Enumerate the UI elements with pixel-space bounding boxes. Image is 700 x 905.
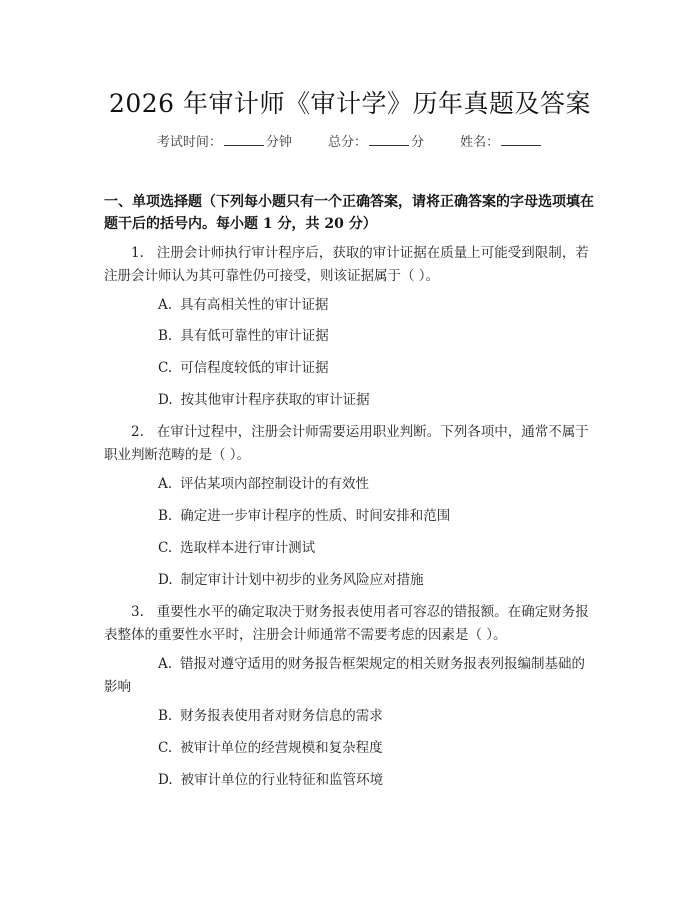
option-text: 被审计单位的行业特征和监管环境 <box>180 772 384 788</box>
question-3-option-d <box>158 769 598 792</box>
option-text: 具有高相关性的审计证据 <box>180 297 329 313</box>
name-blank <box>501 135 541 146</box>
question-stem: 重要性水平的确定取决于财务报表使用者可容忍的错报额。在确定财务报表整体的重要性水平时，注册会计师通常不需要考虑的因素是（ ）。 <box>104 604 589 643</box>
question-3-option-a <box>104 653 598 699</box>
option-text: 选取样本进行审计测试 <box>180 540 316 556</box>
option-letter: C. <box>158 540 173 556</box>
question-2-option-d <box>158 569 598 592</box>
option-text: 错报对遵守适用的财务报告框架规定的相关财务报表列报编制基础的影响 <box>104 656 586 695</box>
question-number: 3. <box>131 604 144 620</box>
option-letter: C. <box>158 360 173 376</box>
option-text: 评估某项内部控制设计的有效性 <box>180 476 370 492</box>
total-score-blank <box>369 135 409 146</box>
question-number: 2. <box>131 424 144 440</box>
option-text: 制定审计计划中初步的业务风险应对措施 <box>180 572 424 588</box>
option-text: 财务报表使用者对财务信息的需求 <box>180 708 383 724</box>
option-text: 被审计单位的经营规模和复杂程度 <box>180 740 383 756</box>
exam-time-blank <box>224 135 264 146</box>
total-score-field <box>328 135 428 150</box>
question-stem: 注册会计师执行审计程序后，获取的审计证据在质量上可能受到限制，若注册会计师认为其可靠性仍可接受，则该证据属于（ ）。 <box>104 245 589 284</box>
question-3-text <box>104 601 598 647</box>
section-heading: 一、单项选择题（下列每小题只有一个正确答案，请将正确答案的字母选项填在题干后的括号内。每小题 1 分，共 20 分） <box>104 194 594 232</box>
question-3-option-b <box>158 705 598 728</box>
option-letter: B. <box>158 708 173 724</box>
option-text: 确定进一步审计程序的性质、时间安排和范围 <box>180 508 451 524</box>
option-text: 具有低可靠性的审计证据 <box>180 328 329 344</box>
question-1 <box>104 242 598 288</box>
question-2-option-c <box>158 537 598 560</box>
exam-time-field <box>157 135 296 150</box>
option-letter: A. <box>158 656 173 672</box>
name-field <box>460 135 543 150</box>
question-1-option-b <box>158 325 598 348</box>
option-letter: D. <box>158 392 173 408</box>
question-2 <box>104 421 598 467</box>
question-1-option-d <box>158 389 598 412</box>
exam-info-line <box>0 131 700 150</box>
exam-time-label: 考试时间： <box>156 135 222 150</box>
option-text: 按其他审计程序获取的审计证据 <box>180 392 370 408</box>
question-1-option-c <box>158 357 598 380</box>
question-3-option-c <box>158 737 598 760</box>
option-letter: C. <box>158 740 173 756</box>
total-score-unit: 分 <box>411 135 425 150</box>
total-score-label: 总分： <box>327 135 367 150</box>
question-2-text <box>104 421 598 467</box>
question-stem: 在审计过程中，注册会计师需要运用职业判断。下列各项中，通常不属于职业判断范畴的是（ ）。 <box>104 424 589 463</box>
exam-time-unit: 分钟 <box>265 135 292 150</box>
option-letter: B. <box>158 328 173 344</box>
option-letter: B. <box>158 508 173 524</box>
option-letter: D. <box>158 772 173 788</box>
option-letter: A. <box>158 297 173 313</box>
document-title: 2026 年审计师《审计学》历年真题及答案 <box>108 89 592 118</box>
option-letter: A. <box>158 476 173 492</box>
question-number: 1. <box>131 245 144 261</box>
option-letter: D. <box>158 572 173 588</box>
question-2-option-a <box>158 473 598 496</box>
name-label: 姓名： <box>460 135 500 150</box>
option-text: 可信程度较低的审计证据 <box>180 360 329 376</box>
question-1-text <box>104 242 598 288</box>
question-2-option-b <box>158 505 598 528</box>
question-3 <box>104 601 598 647</box>
question-1-option-a <box>158 294 598 317</box>
